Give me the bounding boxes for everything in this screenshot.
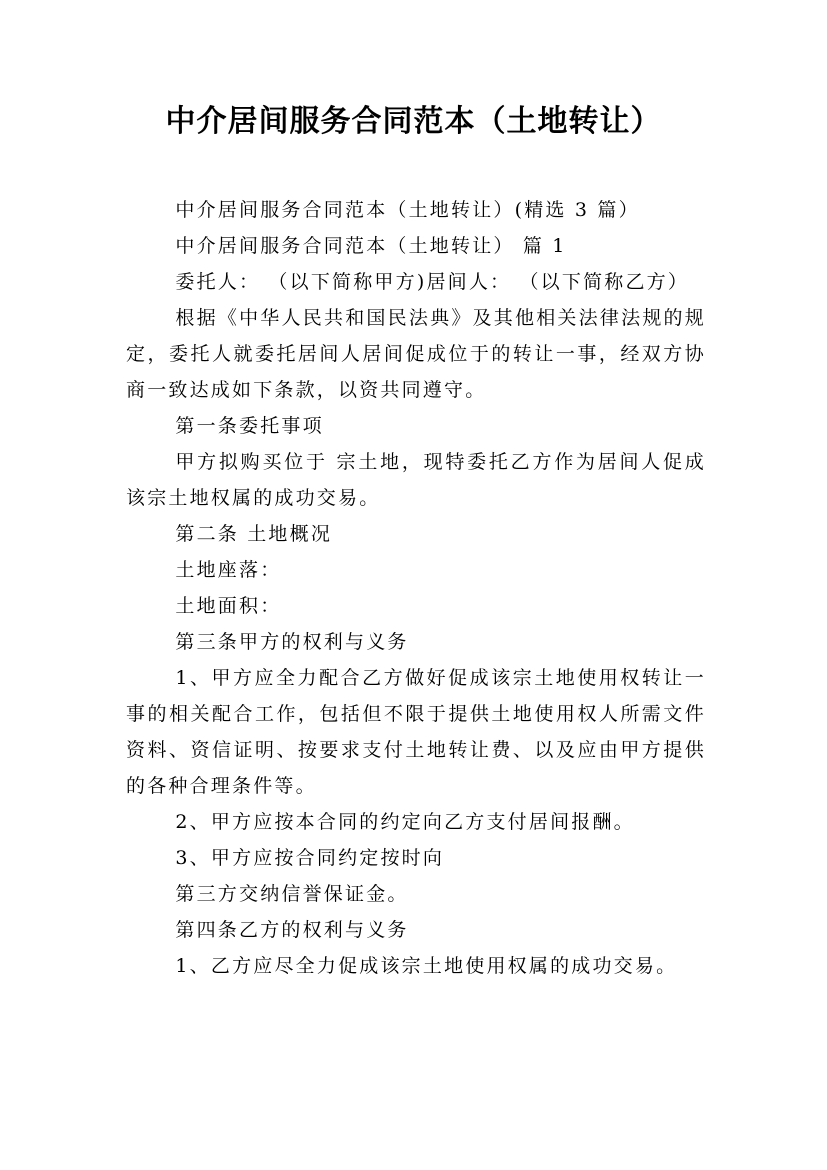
- paragraph-subtitle: 中介居间服务合同范本（土地转让）(精选 3 篇）: [175, 199, 640, 221]
- paragraph-article-4-item-1: 1、乙方应尽全力促成该宗土地使用权属的成功交易。: [175, 955, 678, 977]
- document-body: [126, 192, 706, 984]
- paragraph-preamble: 根据《中华人民共和国民法典》及其他相关法律法规的规定，委托人就委托居间人居间促成位于的转让一事，经双方协商一致达成如下条款，以资共同遵守。: [126, 307, 706, 401]
- document-title: 中介居间服务合同范本（土地转让）: [165, 104, 662, 139]
- paragraph-article-3-item-3: 3、甲方应按合同约定按时向: [175, 847, 445, 869]
- paragraph-article-1-body: 甲方拟购买位于 宗土地，现特委托乙方作为居间人促成该宗土地权属的成功交易。: [126, 451, 706, 509]
- paragraph-article-4-heading: 第四条乙方的权利与义务: [175, 919, 409, 941]
- paragraph-article-3-heading: 第三条甲方的权利与义务: [175, 631, 409, 653]
- paragraph-parties: 委托人： （以下简称甲方)居间人： （以下简称乙方）: [175, 271, 690, 293]
- paragraph-land-area: 土地面积：: [175, 595, 282, 617]
- paragraph-article-3-item-1: 1、甲方应全力配合乙方做好促成该宗土地使用权转让一事的相关配合工作，包括但不限于提供土地使用权人所需文件资料、资信证明、按要求支付土地转让费、以及应由甲方提供的各种合理条件等。: [126, 667, 706, 797]
- paragraph-section-heading: 中介居间服务合同范本（土地转让） 篇 1: [175, 235, 567, 257]
- paragraph-article-1-heading: 第一条委托事项: [175, 415, 324, 437]
- paragraph-article-2-heading: 第二条 土地概况: [175, 523, 333, 545]
- paragraph-land-location: 土地座落：: [175, 559, 282, 581]
- paragraph-article-3-item-2: 2、甲方应按本合同的约定向乙方支付居间报酬。: [175, 811, 635, 833]
- paragraph-article-3-item-3-cont: 第三方交纳信誉保证金。: [175, 883, 409, 905]
